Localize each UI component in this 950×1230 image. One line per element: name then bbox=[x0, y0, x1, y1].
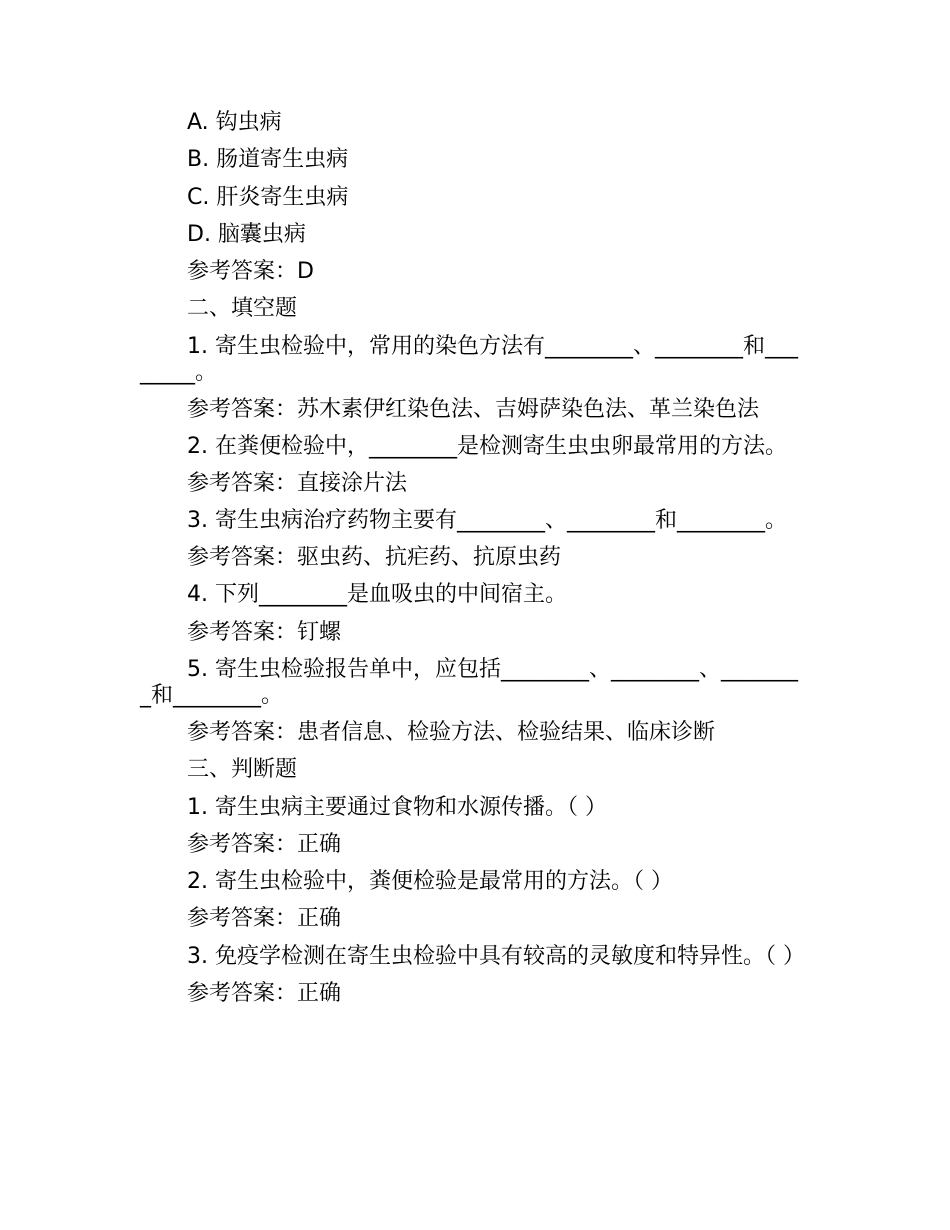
answer-choice-question: 参考答案：D bbox=[187, 259, 314, 285]
fill-answer-5: 参考答案：患者信息、检验方法、检验结果、临床诊断 bbox=[187, 719, 716, 745]
section-heading-true-false: 三、判断题 bbox=[187, 757, 298, 783]
tf-question-3: 3. 免疫学检测在寄生虫检验中具有较高的灵敏度和特异性。（ ） bbox=[187, 943, 805, 969]
section-heading-fill-in: 二、填空题 bbox=[187, 296, 298, 322]
fill-question-1: 1. 寄生虫检验中，常用的染色方法有________、________和________。 bbox=[140, 333, 798, 385]
fill-answer-2: 参考答案：直接涂片法 bbox=[187, 470, 408, 496]
tf-answer-3: 参考答案：正确 bbox=[187, 980, 342, 1006]
tf-answer-1: 参考答案：正确 bbox=[187, 831, 342, 857]
fill-answer-4: 参考答案：钉螺 bbox=[187, 619, 342, 645]
tf-answer-2: 参考答案：正确 bbox=[187, 906, 342, 932]
fill-question-4: 4. 下列________是血吸虫的中间宿主。 bbox=[187, 582, 567, 608]
option-c: C. 肝炎寄生虫病 bbox=[187, 184, 349, 210]
fill-answer-1: 参考答案：苏木素伊红染色法、吉姆萨染色法、革兰染色法 bbox=[187, 396, 760, 422]
option-a: A. 钩虫病 bbox=[187, 110, 282, 135]
tf-question-2: 2. 寄生虫检验中，粪便检验是最常用的方法。（ ） bbox=[187, 869, 673, 895]
fill-question-3: 3. 寄生虫病治疗药物主要有________、________和________。 bbox=[187, 508, 787, 534]
tf-question-1: 1. 寄生虫病主要通过食物和水源传播。（ ） bbox=[187, 794, 607, 820]
option-d: D. 脑囊虫病 bbox=[187, 221, 306, 247]
fill-answer-3: 参考答案：驱虫药、抗疟药、抗原虫药 bbox=[187, 545, 562, 571]
fill-question-5: 5. 寄生虫检验报告单中，应包括________、________、________和________。 bbox=[140, 656, 798, 708]
document-body bbox=[140, 104, 808, 1012]
fill-question-2: 2. 在粪便检验中，________是检测寄生虫虫卵最常用的方法。 bbox=[187, 433, 787, 459]
option-b: B. 肠道寄生虫病 bbox=[187, 147, 349, 173]
